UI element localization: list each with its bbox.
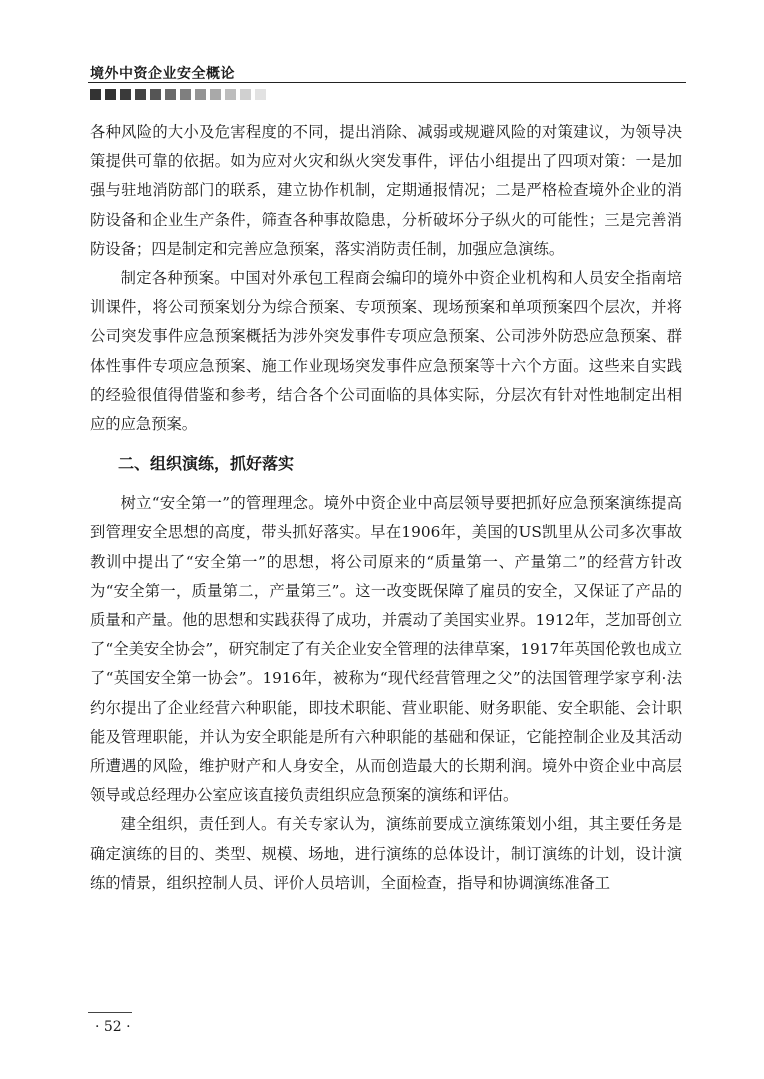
header-square — [225, 89, 236, 100]
header-rule — [88, 82, 686, 83]
header-square — [90, 89, 101, 100]
body-paragraph: 制定各种预案。中国对外承包工程商会编印的境外中资企业机构和人员安全指南培训课件，将公司预案划分为综合预案、专项预案、现场预案和单项预案四个层次，并将公司突发事件应急预案概括为涉外突发事件专项应急预案、公司涉外防恐应急预案、群体性事件专项应急预案、施工作业现场突发事件应急预案等十六个方面。这些来自实践的经验很值得借鉴和参考，结合各个公司面临的具体实际，分层次有针对性地制定出相应的应急预案。 — [90, 269, 682, 434]
running-header-title: 境外中资企业安全概论 — [90, 66, 235, 82]
body-text — [90, 118, 682, 898]
header-square — [210, 89, 221, 100]
header-square — [255, 89, 266, 100]
header-decoration-squares — [90, 89, 266, 100]
header-square — [105, 89, 116, 100]
header-square — [180, 89, 191, 100]
body-paragraph: 建全组织，责任到人。有关专家认为，演练前要成立演练策划小组，其主要任务是确定演练的目的、类型、规模、场地，进行演练的总体设计，制订演练的计划，设计演练的情景，组织控制人员、评价人员培训，全面检查，指导和协调演练准备工 — [90, 815, 682, 892]
page-number: · 52 · — [95, 1019, 131, 1035]
header-square — [165, 89, 176, 100]
header-square — [150, 89, 161, 100]
header-square — [120, 89, 131, 100]
header-square — [195, 89, 206, 100]
footer-rule — [88, 1012, 132, 1013]
header-square — [135, 89, 146, 100]
body-paragraph: 树立“安全第一”的管理理念。境外中资企业中高层领导要把抓好应急预案演练提高到管理安全思想的高度，带头抓好落实。早在1906年，美国的US凯里从公司多次事故教训中提出了“安全第一”的思想，将公司原来的“质量第一、产量第二”的经营方针改为“安全第一，质量第二，产量第三”。这一改变既保障了雇员的安全，又保证了产品的质量和产量。他的思想和实践获得了成功，并震动了美国实业界。1912年，芝加哥创立了“全美安全协会”，研究制定了有关企业安全管理的法律草案，1917年英国伦敦也成立了“英国安全第一协会”。1916年，被称为“现代经营管理之父”的法国管理学家亨利·法约尔提出了企业经营六种职能，即技术职能、营业职能、财务职能、安全职能、会计职能及管理职能，并认为安全职能是所有六种职能的基础和保证，它能控制企业及其活动所遭遇的风险，维护财产和人身安全，从而创造最大的长期利润。境外中资企业中高层领导或总经理办公室应该直接负责组织应急预案的演练和评估。 — [90, 494, 682, 805]
body-paragraph: 各种风险的大小及危害程度的不同，提出消除、减弱或规避风险的对策建议，为领导决策提供可靠的依据。如为应对火灾和纵火突发事件，评估小组提出了四项对策：一是加强与驻地消防部门的联系，建立协作机制，定期通报情况；二是严格检查境外企业的消防设备和企业生产条件，筛查各种事故隐患，分析破坏分子纵火的可能性；三是完善消防设备；四是制定和完善应急预案，落实消防责任制，加强应急演练。 — [90, 123, 682, 258]
header-square — [240, 89, 251, 100]
section-heading: 二、组织演练，抓好落实 — [118, 454, 295, 474]
